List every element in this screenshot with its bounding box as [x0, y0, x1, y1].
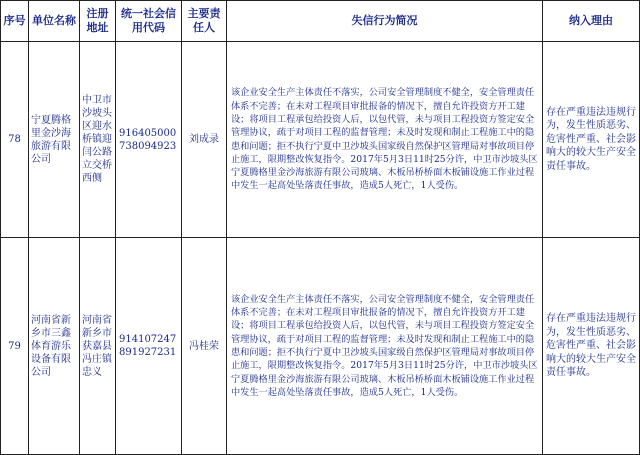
row-credit-code: 916405000738094923: [116, 42, 182, 238]
row-seq: 79: [1, 238, 29, 455]
header-reason: 纳入理由: [543, 1, 640, 42]
row-reason: 存在严重违法违规行为，发生性质恶劣、危害性严重、社会影响大的较大生产安全责任事故。: [543, 238, 640, 455]
header-seq: 序号: [1, 1, 29, 42]
row-reason: 存在严重违法违规行为，发生性质恶劣、危害性严重、社会影响大的较大生产安全责任事故。: [543, 42, 640, 238]
row-address: 中卫市沙坡头区迎水桥镇迎闫公路立交桥西侧: [80, 42, 116, 238]
table-row: [1, 42, 640, 238]
row-unit-name: 河南省新乡市三鑫体育游乐设备有限公司: [29, 238, 80, 455]
row-person: 刘成录: [182, 42, 227, 238]
row-behavior: 该企业安全生产主体责任不落实，公司安全管理制度不健全，安全管理责任体系不完善；在未对工程项目审批报备的情况下，擅自允许投资方开工建设；将项目工程承包给投资人后，以包代管，未与项目工程投资方签定安全管理协议，疏于对项目工程的监督管理；未及时发现和制止工程施工中的隐患和问题；拒不执行宁夏中卫沙坡头国家级自然保护区管理局对事故项目停止施工，限期整改恢复指令。2017年5月3日11时25分许，中卫市沙坡头区宁夏腾格里金沙海旅游有限公司玻璃、木板吊桥桥面木板铺设施工作业过程中发生一起高处坠落责任事故，造成5人死亡，1人受伤。: [227, 238, 543, 455]
row-person: 冯桂荣: [182, 238, 227, 455]
table-row: [1, 238, 640, 455]
header-credit-code: 统一社会信用代码: [116, 1, 182, 42]
row-seq: 78: [1, 42, 29, 238]
header-behavior: 失信行为简况: [227, 1, 543, 42]
header-address: 注册地址: [80, 1, 116, 42]
header-row: [1, 1, 640, 42]
row-address: 河南省新乡市获嘉县冯庄镇忠义: [80, 238, 116, 455]
row-behavior: 该企业安全生产主体责任不落实，公司安全管理制度不健全，安全管理责任体系不完善；在未对工程项目审批报备的情况下，擅自允许投资方开工建设；将项目工程承包给投资人后，以包代管，未与项目工程投资方签定安全管理协议，疏于对项目工程的监督管理；未及时发现和制止工程施工中的隐患和问题；拒不执行宁夏中卫沙坡头国家级自然保护区管理局对事故项目停止施工，限期整改恢复指令。2017年5月3日11时25分许，中卫市沙坡头区宁夏腾格里金沙海旅游有限公司玻璃、木板吊桥桥面木板铺设施工作业过程中发生一起高处坠落责任事故，造成5人死亡，1人受伤。: [227, 42, 543, 238]
header-unit-name: 单位名称: [29, 1, 80, 42]
header-person: 主要责任人: [182, 1, 227, 42]
row-credit-code: 914107247891927231: [116, 238, 182, 455]
row-unit-name: 宁夏腾格里金沙海旅游有限公司: [29, 42, 80, 238]
